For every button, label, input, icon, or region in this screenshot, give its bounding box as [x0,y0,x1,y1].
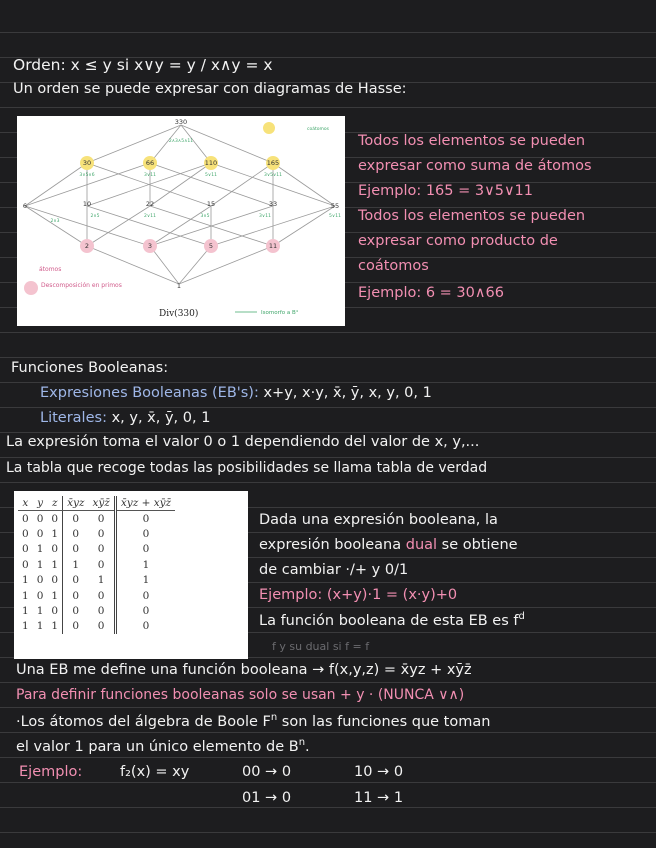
table-cell: 1 [115,557,175,572]
table-cell: 0 [22,512,29,525]
table-row [18,511,175,527]
atoms-sup: n [270,712,278,723]
hasse-diagram-image [17,116,345,326]
note-line-7: Ejemplo: 6 = 30∧66 [358,285,504,301]
th-term2: xȳz̄ [88,496,115,511]
node-atom-0: 2 [84,242,90,250]
note-coatom-2: 5∨11 [205,173,217,178]
note-coatom-3: 3∨5∨11 [263,173,283,178]
table-cell: 0 [115,588,175,603]
table-cell: 1 [36,543,44,556]
note-mid-0: 2∨3 [50,219,60,224]
table-row [18,573,175,588]
value-one-line [16,737,310,755]
example-label: Ejemplo: [19,764,83,780]
table-cell: 0 [51,574,59,587]
legend-atoms: átomos [39,266,62,273]
value-one-b: . [305,738,310,755]
node-mid-4: 33 [268,200,278,208]
table-cell: 0 [115,542,175,557]
expressions-values: x+y, x·y, x̄, ȳ, x, y, 0, 1 [263,385,432,401]
th-z: z [47,496,62,511]
table-row [18,619,175,634]
node-coatom-0: 30 [82,159,92,167]
legend-coatoms: coátomos [307,127,329,132]
mapping-10: 10 → 0 [354,764,404,780]
expressions-label: Expresiones Booleanas (EB's): [40,385,259,401]
note-line-2: expresar como suma de átomos [358,158,592,174]
th-y: y [33,496,48,511]
note-mid-1: 2∨5 [90,214,100,219]
dual-function-text: La función booleana de esta EB es f [259,612,519,629]
th-term1: x̄yz [63,496,89,511]
coatom-highlights [80,122,280,170]
table-cell: 0 [63,588,89,603]
atoms-line-b: son las funciones que toman [277,713,491,730]
table-cell: 0 [97,543,105,556]
table-cell: 0 [97,512,105,525]
note-line-6: coátomos [358,258,429,274]
table-cell: 0 [22,543,29,556]
hasse-diagram [17,116,345,326]
table-cell: 1 [51,620,59,633]
table-cell: 0 [97,589,105,602]
table-cell: 0 [63,526,89,541]
note-line-5: expresar como producto de [358,233,558,249]
dual-example: Ejemplo: (x+y)·1 = (x·y)+0 [259,587,458,603]
table-cell: 0 [63,542,89,557]
note-line-1: Todos los elementos se pueden [358,133,586,149]
table-cell: 0 [97,620,105,633]
node-atom-1: 3 [147,242,153,250]
note-top: 2∧3∧5∧11 [168,139,194,144]
table-row [18,557,175,572]
truth-table [18,496,175,634]
table-cell: 1 [22,605,29,618]
table-cell: 0 [22,558,29,571]
table-cell: 0 [51,605,59,618]
truth-table-line: La tabla que recoge todas las posibilidades se llama tabla de verdad [6,460,488,476]
literals-values: x, y, x̄, ȳ, 0, 1 [111,410,211,426]
node-atom-2: 5 [208,242,214,250]
table-cell: 1 [22,620,29,633]
truth-table-body [18,511,175,635]
caption: Div(330) [159,309,199,319]
caption-note: Isomorfo a B⁴ [261,310,298,316]
table-cell: 0 [51,512,59,525]
faint-note: f y su dual si f = f [272,640,370,653]
atoms-line [16,712,490,730]
expressions-line [40,385,432,401]
table-row [18,526,175,541]
note-mid-5: 5∨11 [329,214,341,219]
table-cell: 0 [51,543,59,556]
node-coatom-3: 165 [266,159,280,167]
node-mid-1: 10 [82,200,92,208]
node-mid-3: 15 [206,200,216,208]
section-title-boolean: Funciones Booleanas: [11,360,169,376]
th-sum: x̄yz + xȳz̄ [115,496,175,511]
dual-line-2 [259,537,518,553]
eb-function-line: Una EB me define una función booleana → f(x,y,z) = x̄yz + xȳz̄ [16,662,472,678]
note-line-4: Todos los elementos se pueden [358,208,586,224]
table-cell: 1 [36,558,44,571]
table-cell: 0 [115,603,175,618]
mapping-00: 00 → 0 [242,764,292,780]
table-cell: 1 [22,574,29,587]
dual-line-2a: expresión booleana [259,537,406,553]
table-cell: 0 [63,573,89,588]
table-cell: 1 [63,557,89,572]
table-cell: 1 [51,589,59,602]
note-mid-3: 3∨5 [200,214,210,219]
define-functions-line: Para definir funciones booleanas solo se usan + y · (NUNCA ∨∧) [16,687,465,703]
table-cell: 1 [22,589,29,602]
table-cell: 0 [63,603,89,618]
dual-word: dual [405,537,438,553]
note-mid-4: 3∨11 [259,214,271,219]
literals-label: Literales: [40,410,107,426]
dual-line-2c: se obtiene [437,537,518,553]
atoms-line-a: ·Los átomos del álgebra de Boole F [16,713,271,730]
note-coatom-1: 3∨11 [144,173,156,178]
table-cell: 1 [36,620,44,633]
example-function: f₂(x) = xy [120,764,190,780]
value-line: La expresión toma el valor 0 o 1 dependiendo del valor de x, y,... [6,434,480,450]
node-mid-2: 22 [145,200,155,208]
table-cell: 0 [63,619,89,634]
value-one-a: el valor 1 para un único elemento de B [16,738,299,755]
table-cell: 0 [63,511,89,527]
table-cell: 0 [36,589,44,602]
value-one-sup: n [298,737,306,748]
table-cell: 0 [36,574,44,587]
mapping-11: 11 → 1 [354,790,404,806]
dual-line-1: Dada una expresión booleana, la [259,512,498,528]
table-cell: 1 [36,605,44,618]
table-row [18,603,175,618]
hasse-intro: Un orden se puede expresar con diagramas de Hasse: [13,81,407,97]
note-coatom-0: 3∨5∨6 [79,173,95,178]
th-x: x [18,496,33,511]
table-row [18,542,175,557]
table-cell: 0 [97,558,105,571]
node-coatom-1: 66 [145,159,155,167]
table-cell: 1 [51,528,59,541]
table-cell: 0 [97,528,105,541]
table-cell: 0 [115,619,175,634]
table-cell: 0 [115,526,175,541]
legend-decomposition: Descomposición en primos [41,282,122,289]
node-mid-5: 55 [330,202,340,210]
dual-sup: d [518,611,525,622]
dual-line-5 [259,611,525,629]
table-cell: 1 [115,573,175,588]
table-cell: 0 [36,528,44,541]
order-definition: Orden: x ≤ y si x∨y = y / x∧y = x [13,56,273,74]
node-coatom-2: 110 [204,159,218,167]
node-mid-0: 6 [22,202,28,210]
table-cell: 0 [22,528,29,541]
table-cell: 1 [97,574,105,587]
literals-line [40,410,210,426]
node-bottom: 1 [176,282,182,290]
node-atom-3: 11 [268,242,278,250]
node-top: 330 [174,118,188,126]
table-row [18,588,175,603]
table-cell: 1 [51,558,59,571]
table-cell: 0 [115,511,175,527]
table-cell: 0 [36,512,44,525]
note-line-3: Ejemplo: 165 = 3∨5∨11 [358,183,534,199]
table-cell: 0 [97,605,105,618]
truth-table-image [14,491,248,659]
dual-line-3: de cambiar ·/+ y 0/1 [259,562,409,578]
note-mid-2: 2∨11 [144,214,156,219]
hasse-edges [22,125,335,284]
mapping-01: 01 → 0 [242,790,292,806]
